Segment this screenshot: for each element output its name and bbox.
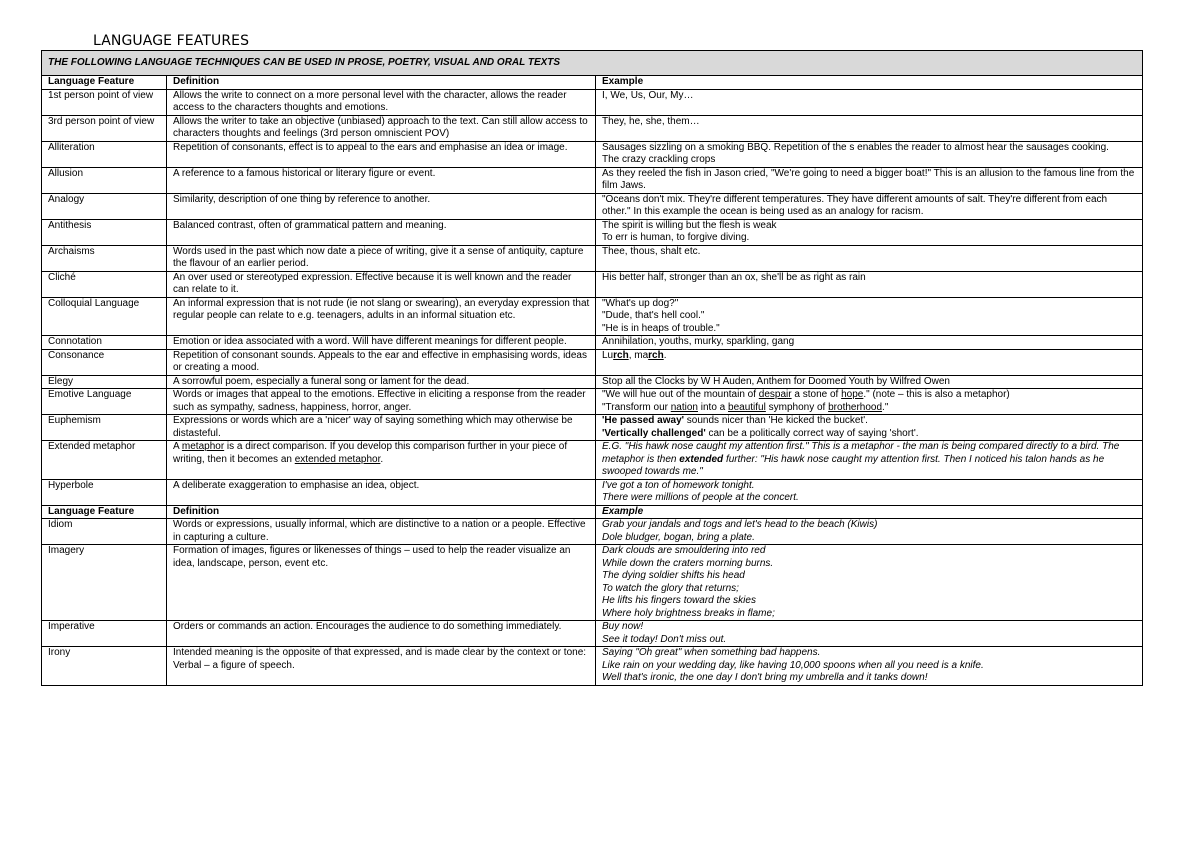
feature-cell: Antithesis — [42, 219, 167, 245]
example-line — [602, 310, 1137, 323]
text-run: brotherhood — [828, 401, 883, 413]
column-header-example: Example — [596, 505, 1143, 519]
text-run: His better half, stronger than an ox, she'll be as right as rain — [602, 271, 866, 283]
example-line — [602, 519, 1137, 532]
language-features-table — [41, 50, 1143, 686]
example-cell — [596, 336, 1143, 350]
example-line — [602, 350, 1137, 363]
table-row — [42, 375, 1143, 389]
example-cell — [596, 167, 1143, 193]
table-row — [42, 271, 1143, 297]
column-header-definition: Definition — [167, 76, 596, 90]
text-run: The dying soldier shifts his head — [602, 570, 745, 581]
text-run: ." — [882, 401, 889, 413]
example-cell — [596, 389, 1143, 415]
banner-row — [42, 51, 1143, 76]
example-line — [602, 570, 1137, 583]
table-row — [42, 349, 1143, 375]
feature-cell: Euphemism — [42, 415, 167, 441]
text-run: While down the craters morning burns. — [602, 557, 774, 569]
feature-cell: Emotive Language — [42, 389, 167, 415]
text-run: Where holy brightness breaks in flame; — [602, 607, 775, 619]
definition-cell — [167, 89, 596, 115]
text-run: . — [663, 349, 667, 361]
text-run: Saying "Oh great" when something bad happens. — [602, 647, 821, 658]
text-run: extended — [679, 453, 724, 465]
definition-line: Similarity, description of one thing by reference to another. — [173, 193, 431, 205]
feature-cell: Hyperbole — [42, 479, 167, 505]
text-run: hope — [841, 389, 864, 400]
table-row — [42, 647, 1143, 686]
text-run: further: "His hawk nose caught my attention first. Then I noticed his talon hands as he swooped towards me." — [602, 453, 1105, 477]
text-run: metaphor — [181, 441, 225, 452]
example-cell — [596, 141, 1143, 167]
text-run: Buy now! — [602, 621, 644, 632]
example-cell — [596, 297, 1143, 336]
text-run: "Dude, that's hell cool." — [602, 310, 705, 321]
text-run: "Oceans don't mix. They're different temperatures. They have different amounts of salt. They're different from each other." In this example the ocean is being used as an analogy for racism. — [602, 193, 1108, 217]
table-row — [42, 297, 1143, 336]
text-run: Lu — [602, 349, 614, 361]
example-line — [602, 634, 1137, 647]
definition-line: An informal expression that is not rude (ie not slang or swearing), an everyday expression that regular people can relate to e.g. teenagers, adults in an informal situation etc. — [173, 297, 590, 321]
text-run: despair — [758, 389, 792, 400]
text-run: extended metaphor — [294, 453, 381, 465]
definition-cell — [167, 441, 596, 480]
text-run: To err is human, to forgive diving. — [602, 232, 750, 243]
example-cell — [596, 621, 1143, 647]
text-run: E.G. "His hawk nose caught my attention first." This is a metaphor - the man is being compared directly to a bird. The metaphor is then — [602, 441, 1120, 465]
column-header-definition: Definition — [167, 505, 596, 519]
definition-line: An over used or stereotyped expression. Effective because it is well known and the reader can relate to it. — [173, 271, 572, 295]
example-line — [602, 402, 1137, 415]
feature-cell: Archaisms — [42, 245, 167, 271]
definition-cell — [167, 621, 596, 647]
feature-cell: Alliteration — [42, 141, 167, 167]
example-line — [602, 621, 1137, 634]
definition-cell — [167, 647, 596, 686]
feature-cell: Allusion — [42, 167, 167, 193]
text-run: symphony of — [765, 401, 829, 413]
definition-cell — [167, 349, 596, 375]
table-row — [42, 545, 1143, 621]
text-run: Dark clouds are smouldering into red — [602, 545, 766, 556]
table-row — [42, 389, 1143, 415]
feature-cell: Colloquial Language — [42, 297, 167, 336]
definition-line: Expressions or words which are a 'nicer' way of saying something which may otherwise be distasteful. — [173, 415, 573, 439]
text-run: Stop all the Clocks by W H Auden, Anthem for Doomed Youth by Wilfred Owen — [602, 375, 950, 387]
column-header-example: Example — [596, 76, 1143, 90]
example-line — [602, 545, 1137, 558]
definition-cell — [167, 375, 596, 389]
definition-cell — [167, 336, 596, 350]
example-cell — [596, 271, 1143, 297]
example-line — [602, 480, 1137, 493]
text-run: into a — [698, 401, 729, 413]
text-run: The crazy crackling crops — [602, 154, 716, 165]
example-line — [602, 116, 1137, 129]
example-line — [602, 558, 1137, 571]
table-row — [42, 193, 1143, 219]
feature-cell: Imagery — [42, 545, 167, 621]
definition-line: Intended meaning is the opposite of that expressed, and is made clear by the context or tone: — [173, 647, 587, 658]
feature-cell: Consonance — [42, 349, 167, 375]
definition-cell — [167, 141, 596, 167]
text-run: can be a politically correct way of saying 'short'. — [705, 427, 919, 439]
feature-cell: Irony — [42, 647, 167, 686]
table-banner: THE FOLLOWING LANGUAGE TECHNIQUES CAN BE USED IN PROSE, POETRY, VISUAL AND ORAL TEXTS — [42, 51, 1143, 76]
example-line — [602, 220, 1137, 233]
text-run: A — [173, 441, 182, 452]
example-cell — [596, 545, 1143, 621]
text-run: Sausages sizzling on a smoking BBQ. Repetition of the s enables the reader to almost hear the sausages cooking. — [602, 141, 1109, 153]
example-line — [602, 246, 1137, 259]
definition-line: Words used in the past which now date a piece of writing, give it a sense of antiquity, capture the flavour of an earlier period. — [173, 245, 584, 269]
definition-cell — [167, 115, 596, 141]
text-run: I've got a ton of homework tonight. — [602, 479, 755, 491]
example-cell — [596, 193, 1143, 219]
text-run: "Transform our — [602, 401, 671, 413]
text-run: , ma — [628, 349, 649, 361]
text-run: To watch the glory that returns; — [602, 582, 739, 594]
text-run: ." (note – this is also a metaphor) — [863, 389, 1010, 400]
text-run: Grab your jandals and togs and let's head to the beach (Kiwis) — [602, 519, 878, 530]
column-header-feature: Language Feature — [42, 76, 167, 90]
text-run: Thee, thous, shalt etc. — [602, 245, 701, 257]
text-run: Like rain on your wedding day, like having 10,000 spoons when all you need is a knife. — [602, 659, 984, 671]
definition-line: Repetition of consonants, effect is to appeal to the ears and emphasise an idea or image. — [173, 141, 568, 153]
example-line — [602, 272, 1137, 285]
example-cell — [596, 415, 1143, 441]
example-cell — [596, 115, 1143, 141]
example-line — [602, 194, 1137, 219]
example-line — [602, 415, 1137, 428]
definition-cell — [167, 415, 596, 441]
definition-cell — [167, 479, 596, 505]
example-line — [602, 336, 1137, 349]
definition-line: Words or expressions, usually informal, which are distinctive to a nation or a people. Effective in capturing a culture. — [173, 519, 586, 543]
example-line — [602, 532, 1137, 545]
feature-cell: Imperative — [42, 621, 167, 647]
text-run: "We will hue out of the mountain of — [602, 389, 759, 400]
table-row — [42, 245, 1143, 271]
text-run: There were millions of people at the concert. — [602, 492, 799, 503]
text-run: nation — [670, 401, 698, 413]
definition-line: A reference to a famous historical or literary figure or event. — [173, 167, 436, 179]
definition-cell — [167, 389, 596, 415]
table-row — [42, 89, 1143, 115]
definition-cell — [167, 545, 596, 621]
text-run: They, he, she, them… — [602, 115, 700, 127]
example-line — [602, 154, 1137, 167]
example-line — [602, 583, 1137, 596]
feature-cell: Elegy — [42, 375, 167, 389]
text-run: beautiful — [728, 401, 766, 413]
text-run: a stone of — [791, 389, 842, 400]
definition-line: A sorrowful poem, especially a funeral song or lament for the dead. — [173, 375, 470, 387]
example-cell — [596, 219, 1143, 245]
example-line — [602, 672, 1137, 685]
feature-cell: Idiom — [42, 519, 167, 545]
document-title: LANGUAGE FEATURES — [93, 33, 250, 49]
definition-line: Words or images that appeal to the emotions. Effective in eliciting a response from the reader such as sympathy, sadness, happiness, horror, anger. — [173, 389, 586, 413]
text-run: The spirit is willing but the flesh is weak — [602, 219, 777, 231]
example-line — [602, 441, 1137, 479]
text-run: Well that's ironic, the one day I don't bring my umbrella and it tanks down! — [602, 672, 928, 683]
text-run: Dole bludger, bogan, bring a plate. — [602, 531, 755, 543]
definition-line: Allows the write to connect on a more personal level with the character, allows the reader access to the characters thoughts and emotions. — [173, 89, 567, 113]
text-run: "What's up dog?" — [602, 297, 679, 309]
definition-cell — [167, 271, 596, 297]
definition-line: A deliberate exaggeration to emphasise an idea, object. — [173, 479, 420, 491]
definition-cell — [167, 167, 596, 193]
text-run: See it today! Don't miss out. — [602, 633, 727, 645]
example-line — [602, 647, 1137, 660]
definition-cell — [167, 193, 596, 219]
example-cell — [596, 519, 1143, 545]
table-row — [42, 519, 1143, 545]
example-cell — [596, 647, 1143, 686]
example-cell — [596, 245, 1143, 271]
definition-cell — [167, 519, 596, 545]
table-row — [42, 219, 1143, 245]
example-cell — [596, 441, 1143, 480]
table-row — [42, 167, 1143, 193]
example-line — [602, 142, 1137, 155]
text-run: As they reeled the fish in Jason cried, "We're going to need a bigger boat!" This is an allusion to the famous line from the film Jaws. — [602, 167, 1135, 191]
definition-line: Balanced contrast, often of grammatical pattern and meaning. — [173, 219, 447, 231]
text-run: 'He passed away' — [602, 415, 685, 426]
header-row-repeat — [42, 505, 1143, 519]
definition-line: Allows the writer to take an objective (unbiased) approach to the text. Can still allow access to characters thoughts and feelings (3rd person omniscient POV) — [173, 115, 588, 139]
feature-cell: 1st person point of view — [42, 89, 167, 115]
table-row — [42, 621, 1143, 647]
example-line — [602, 90, 1137, 103]
table-row — [42, 441, 1143, 480]
table-row — [42, 415, 1143, 441]
example-line — [602, 232, 1137, 245]
definition-cell — [167, 245, 596, 271]
example-cell — [596, 479, 1143, 505]
example-line — [602, 323, 1137, 336]
text-run: . — [380, 453, 384, 465]
example-cell — [596, 89, 1143, 115]
text-run: sounds nicer than 'He kicked the bucket'. — [684, 415, 868, 426]
feature-cell: Connotation — [42, 336, 167, 350]
feature-cell: Extended metaphor — [42, 441, 167, 480]
table-row — [42, 479, 1143, 505]
text-run: rch — [613, 349, 629, 361]
example-line — [602, 376, 1137, 389]
text-run: Annihilation, youths, murky, sparkling, gang — [602, 336, 795, 347]
example-line — [602, 298, 1137, 311]
definition-line: Emotion or idea associated with a word. Will have different meanings for different people. — [173, 336, 567, 347]
definition-line: Orders or commands an action. Encourages the audience to do something immediately. — [173, 621, 562, 632]
example-cell — [596, 375, 1143, 389]
feature-cell: Cliché — [42, 271, 167, 297]
table-row — [42, 336, 1143, 350]
example-line — [602, 168, 1137, 193]
definition-line: Verbal – a figure of speech. — [173, 659, 295, 671]
column-header-feature: Language Feature — [42, 505, 167, 519]
example-line — [602, 608, 1137, 621]
text-run: I, We, Us, Our, My… — [602, 89, 694, 101]
definition-cell — [167, 297, 596, 336]
example-line — [602, 428, 1137, 441]
text-run: is a direct comparison. If you develop this comparison further in your piece of writing, then it becomes an — [173, 441, 568, 465]
header-row — [42, 76, 1143, 90]
text-run: rch — [648, 349, 664, 361]
example-line — [602, 389, 1137, 402]
table-row — [42, 115, 1143, 141]
table-row — [42, 141, 1143, 167]
definition-line: Repetition of consonant sounds. Appeals to the ear and effective in emphasising words, ideas or creating a mood. — [173, 349, 587, 373]
example-line — [602, 595, 1137, 608]
definition-line: Formation of images, figures or likenesses of things – used to help the reader visualize an idea, landscape, person, event etc. — [173, 545, 571, 569]
feature-cell: Analogy — [42, 193, 167, 219]
example-line — [602, 660, 1137, 673]
feature-cell: 3rd person point of view — [42, 115, 167, 141]
text-run: He lifts his fingers toward the skies — [602, 595, 756, 606]
example-cell — [596, 349, 1143, 375]
example-line — [602, 492, 1137, 505]
text-run: 'Vertically challenged' — [602, 427, 706, 439]
definition-cell — [167, 219, 596, 245]
text-run: "He is in heaps of trouble." — [602, 322, 720, 334]
